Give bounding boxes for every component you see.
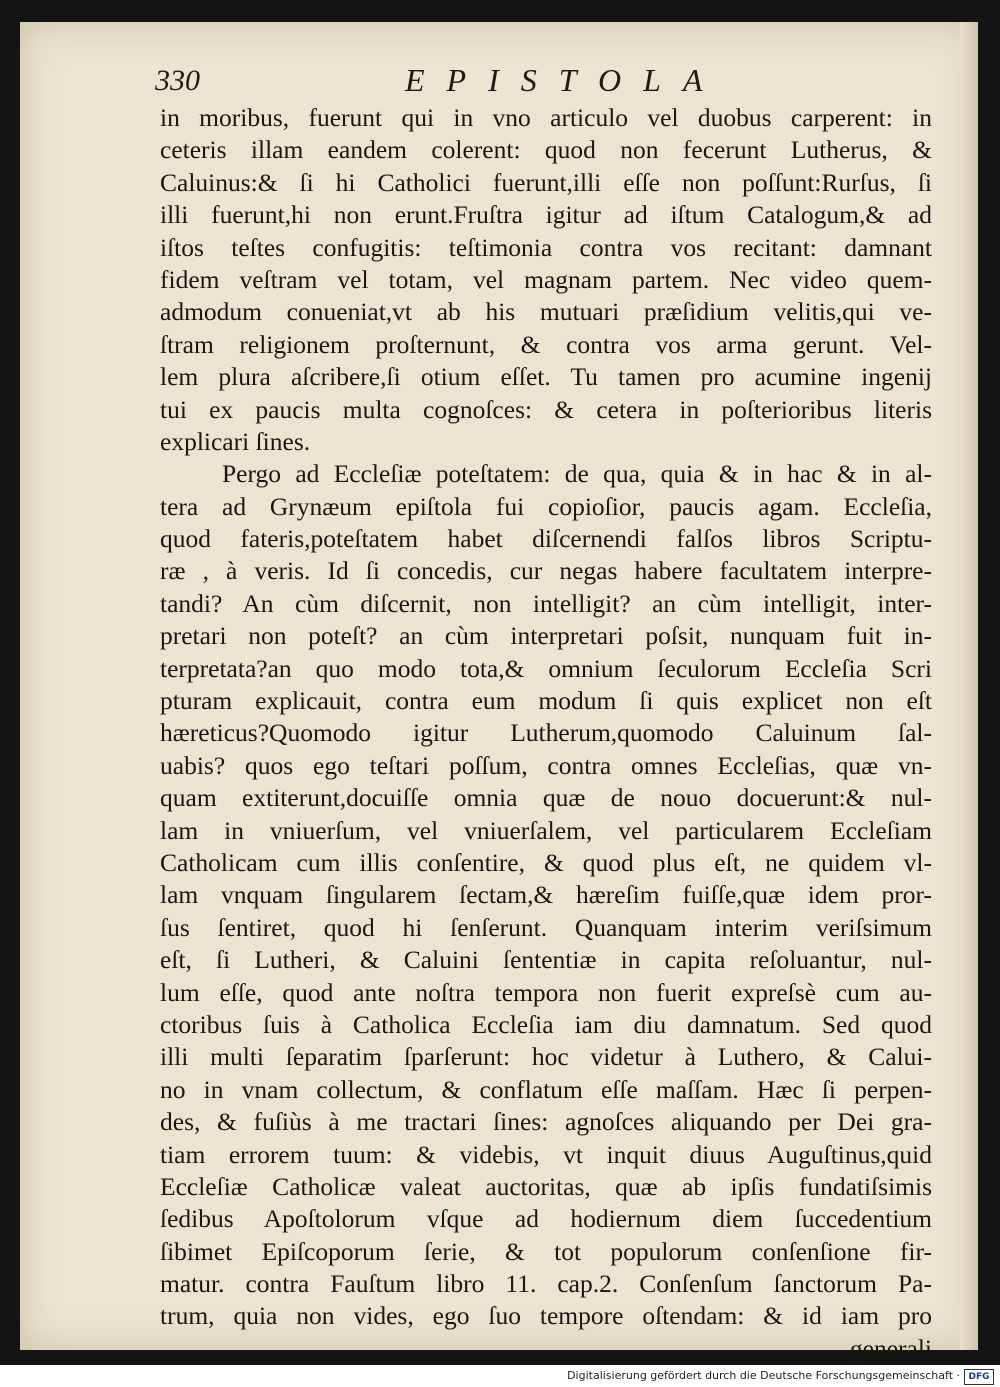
paragraph-start-line: Pergo ad Eccleſiæ poteſtatem: de qua, quia & in hac & in al- (222, 459, 932, 489)
text-line: tandi? An cùm diſcernit, non intelligit? an cùm intelligit, inter- (160, 588, 932, 618)
text-line: terpretata?an quo modo tota,& omnium ſeculorum Eccleſia Scri (160, 653, 932, 683)
text-line: in moribus, fuerunt qui in vno articulo vel duobus carperent: in (160, 103, 932, 132)
text-line: iſtos teſtes confugitis: teſtimonia contra vos recitant: damnant (160, 232, 932, 262)
text-line: eſt, ſi Lutheri, & Caluini ſententiæ in capita reſoluantur, nul- (160, 945, 932, 975)
text-line: matur. contra Fauſtum libro 11. cap.2. Conſenſum ſanctorum Pa- (160, 1269, 932, 1299)
text-line: des, & fuſiùs à me tractari ſines: agnoſces aliquando per Dei gra- (160, 1107, 932, 1137)
text-line: ſedibus Apoſtolorum vſque ad hodiernum diem ſuccedentium (160, 1204, 932, 1234)
book-page (20, 22, 978, 1363)
text-line: illi fuerunt,hi non erunt.Fruſtra igitur ad iſtum Catalogum,& ad (160, 200, 932, 230)
text-line: lam in vniuerſum, vel vniuerſalem, vel particularem Eccleſiam (160, 815, 932, 845)
text-line: ſus ſentiret, quod hi ſenſerunt. Quanquam interim veriſsimum (160, 912, 932, 942)
text-line: ræ , à veris. Id ſi concedis, cur negas habere facultatem interpre- (160, 556, 932, 586)
page-number: 330 (155, 64, 200, 97)
digitization-footer (0, 1367, 1000, 1387)
text-line: Catholicam cum illis conſentire, & quod plus eſt, ne quidem vl- (160, 847, 932, 877)
text-body (160, 102, 932, 1365)
text-line: uabis? quos ego teſtari poſſum, contra omnes Eccleſias, quæ vn- (160, 750, 932, 780)
text-line: tera ad Grynæum epiſtola fui copioſior, paucis agam. Eccleſia, (160, 491, 932, 521)
text-line: illi multi ſeparatim ſparſerunt: hoc videtur à Luthero, & Calui- (160, 1042, 932, 1072)
text-line: no in vnam collectum, & conflatum eſſe maſſam. Hæc ſi perpen- (160, 1074, 932, 1104)
text-line: lam vnquam ſingularem ſectam,& hæreſim fuiſſe,quæ idem pror- (160, 880, 932, 910)
text-line: lum eſſe, quod ante noſtra tempora non fuerit expreſsè cum au- (160, 977, 932, 1007)
text-line: ceteris illam eandem colerent: quod non fecerunt Lutherus, & (160, 135, 932, 165)
text-line: ſtram religionem proſternunt, & contra vos arma gerunt. Vel- (160, 329, 932, 359)
text-line: pturam explicauit, contra eum modum ſi quis explicet non eſt (160, 686, 932, 716)
text-line: fidem veſtram vel totam, vel magnam partem. Nec video quem- (160, 264, 932, 294)
text-line: tui ex paucis multa cognoſces: & cetera in poſterioribus literis (160, 394, 932, 424)
text-line: explicari ſines. (160, 426, 311, 456)
text-line: ctoribus ſuis à Catholica Eccleſia iam diu damnatum. Sed quod (160, 1009, 932, 1039)
text-line: Caluinus:& ſi hi Catholici fuerunt,illi eſſe non poſſunt:Rurſus, ſi (160, 167, 932, 197)
funding-credit: Digitalisierung gefördert durch die Deutsche Forschungsgemeinschaft · (567, 1369, 960, 1382)
text-line: Eccleſiæ Catholicæ valeat auctoritas, quæ ab ipſis fundatiſsimis (160, 1171, 932, 1201)
page-edge (960, 22, 978, 1350)
dfg-logo: DFG (964, 1369, 994, 1385)
text-line: quam extiterunt,docuiſſe omnia quæ de nouo docuerunt:& nul- (160, 783, 932, 813)
text-line: hæreticus?Quomodo igitur Lutherum,quomodo Caluinum ſal- (160, 718, 932, 748)
text-line: lem plura aſcribere,ſi otium eſſet. Tu tamen pro acumine ingenij (160, 362, 932, 392)
text-line: tiam errorem tuum: & videbis, vt inquit diuus Auguſtinus,quid (160, 1139, 932, 1169)
text-line: trum, quia non vides, ego ſuo tempore oſtendam: & id iam pro (160, 1301, 932, 1331)
text-line: admodum conueniat,vt ab his mutuari præſidium velitis,qui ve- (160, 297, 932, 327)
text-line: quod fateris,poteſtatem habet diſcernendi falſos libros Scriptu- (160, 524, 932, 554)
catchword: generali (849, 1333, 932, 1363)
text-line: ſibimet Epiſcoporum ſerie, & tot populorum conſenſione fir- (160, 1236, 932, 1266)
running-title: EPISTOLA (405, 62, 725, 98)
text-line: pretari non poteſt? an cùm interpretari poſsit, nunquam fuit in- (160, 621, 932, 651)
